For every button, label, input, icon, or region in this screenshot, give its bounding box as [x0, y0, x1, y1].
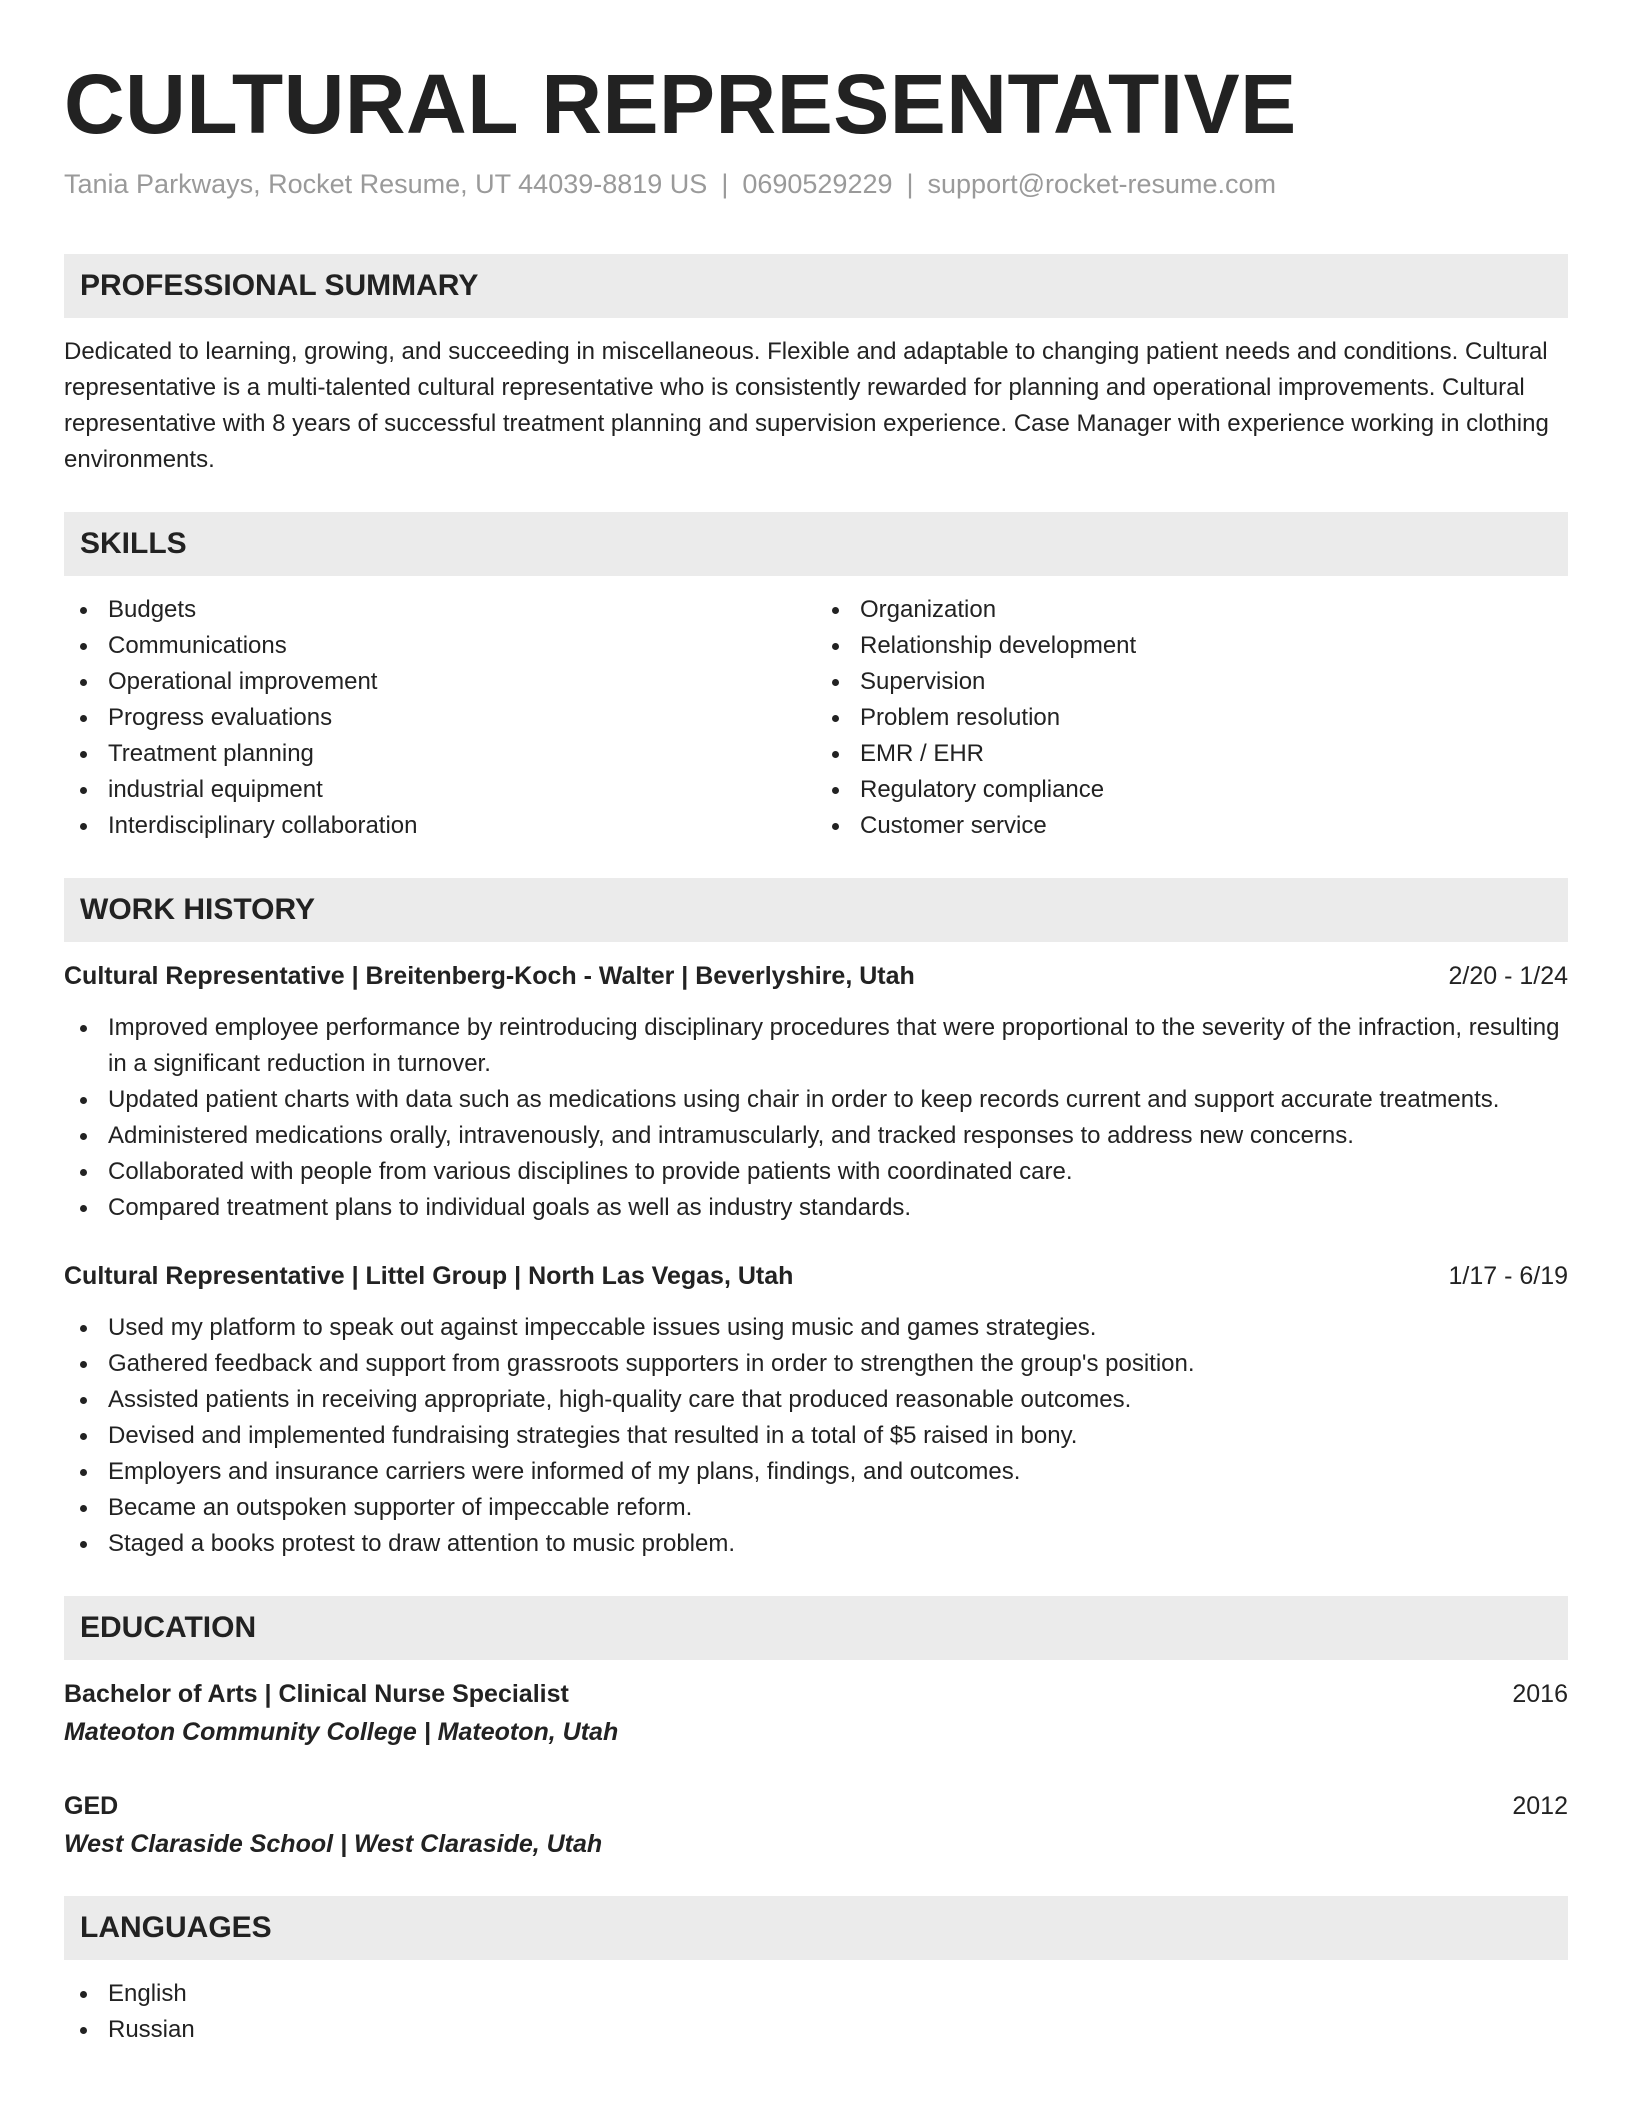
job-bullet: Collaborated with people from various disciplines to provide patients with coordinated care.: [64, 1154, 1568, 1190]
job-header: [64, 1258, 1568, 1294]
skill-item: Organization: [816, 592, 1568, 628]
education-year: 2012: [1512, 1792, 1568, 1820]
skills-column-right: [816, 592, 1568, 844]
skill-item: Supervision: [816, 664, 1568, 700]
job-bullet: Assisted patients in receiving appropriate, high-quality care that produced reasonable outcomes.: [64, 1382, 1568, 1418]
job-bullet: Administered medications orally, intravenously, and intramuscularly, and tracked responses to address new concerns.: [64, 1118, 1568, 1154]
skill-item: Treatment planning: [64, 736, 816, 772]
skill-item: Progress evaluations: [64, 700, 816, 736]
skill-item: Communications: [64, 628, 816, 664]
job-entry: [64, 958, 1568, 1226]
job-header: [64, 958, 1568, 994]
job-bullet: Improved employee performance by reintroducing disciplinary procedures that were proportional to the severity of the infraction, resulting in a significant reduction in turnover.: [64, 1010, 1568, 1082]
education-header: [64, 1788, 1568, 1824]
job-bullet: Updated patient charts with data such as medications using chair in order to keep records current and support accurate treatments.: [64, 1082, 1568, 1118]
job-title: Cultural Representative | Breitenberg-Koch - Walter | Beverlyshire, Utah: [64, 962, 915, 990]
education-header: [64, 1676, 1568, 1712]
job-bullet: Used my platform to speak out against impeccable issues using music and games strategies.: [64, 1310, 1568, 1346]
contact-separator: |: [906, 169, 914, 199]
job-bullet: Employers and insurance carriers were informed of my plans, findings, and outcomes.: [64, 1454, 1568, 1490]
skills-heading: SKILLS: [64, 512, 1568, 576]
skill-item: Regulatory compliance: [816, 772, 1568, 808]
resume-page: [64, 0, 1568, 2048]
education-heading: EDUCATION: [64, 1596, 1568, 1660]
education-year: 2016: [1512, 1680, 1568, 1708]
skill-item: Relationship development: [816, 628, 1568, 664]
work-history-heading: WORK HISTORY: [64, 878, 1568, 942]
skills-list: [64, 592, 1568, 844]
resume-title: CULTURAL REPRESENTATIVE: [64, 57, 1297, 151]
summary-text: Dedicated to learning, growing, and succeeding in miscellaneous. Flexible and adaptable to changing patient needs and conditions. Cultural representative is a multi-talented cultural representative who is consistently rewarded for planning and operational improvements. Cultural representative with 8 years of successful treatment planning and supervision experience. Case Manager with experience working in clothing environments.: [64, 338, 1549, 473]
skill-item: industrial equipment: [64, 772, 816, 808]
job-entry: [64, 1258, 1568, 1562]
education-school: Mateoton Community College | Mateoton, Utah: [64, 1718, 619, 1746]
education-degree: GED: [64, 1792, 119, 1820]
contact-phone: 0690529229: [742, 169, 893, 199]
education-entry: [64, 1788, 1568, 1862]
skill-item: Budgets: [64, 592, 816, 628]
skill-item: Problem resolution: [816, 700, 1568, 736]
summary-heading: PROFESSIONAL SUMMARY: [64, 254, 1568, 318]
job-bullet: Staged a books protest to draw attention to music problem.: [64, 1526, 1568, 1562]
job-bullets: [64, 1010, 1568, 1226]
contact-separator: |: [721, 169, 729, 199]
job-bullet: Devised and implemented fundraising strategies that resulted in a total of $5 raised in bony.: [64, 1418, 1568, 1454]
job-dates: 1/17 - 6/19: [1448, 1262, 1568, 1290]
job-bullet: Became an outspoken supporter of impeccable reform.: [64, 1490, 1568, 1526]
skills-column-left: [64, 592, 816, 844]
language-item: Russian: [64, 2012, 1568, 2048]
skill-item: Interdisciplinary collaboration: [64, 808, 816, 844]
job-title: Cultural Representative | Littel Group | North Las Vegas, Utah: [64, 1262, 794, 1290]
job-bullet: Gathered feedback and support from grassroots supporters in order to strengthen the group's position.: [64, 1346, 1568, 1382]
education-degree: Bachelor of Arts | Clinical Nurse Specialist: [64, 1680, 569, 1708]
language-item: English: [64, 1976, 1568, 2012]
job-bullets: [64, 1310, 1568, 1562]
languages-heading: LANGUAGES: [64, 1896, 1568, 1960]
skill-item: EMR / EHR: [816, 736, 1568, 772]
contact-address: Tania Parkways, Rocket Resume, UT 44039-8819 US: [64, 169, 708, 199]
contact-email: support@rocket-resume.com: [927, 169, 1277, 199]
job-dates: 2/20 - 1/24: [1448, 962, 1568, 990]
languages-list: [64, 1976, 1568, 2048]
contact-line: [64, 166, 1568, 202]
skill-item: Operational improvement: [64, 664, 816, 700]
job-bullet: Compared treatment plans to individual goals as well as industry standards.: [64, 1190, 1568, 1226]
education-entry: [64, 1676, 1568, 1750]
skill-item: Customer service: [816, 808, 1568, 844]
education-school: West Claraside School | West Claraside, Utah: [64, 1830, 603, 1858]
